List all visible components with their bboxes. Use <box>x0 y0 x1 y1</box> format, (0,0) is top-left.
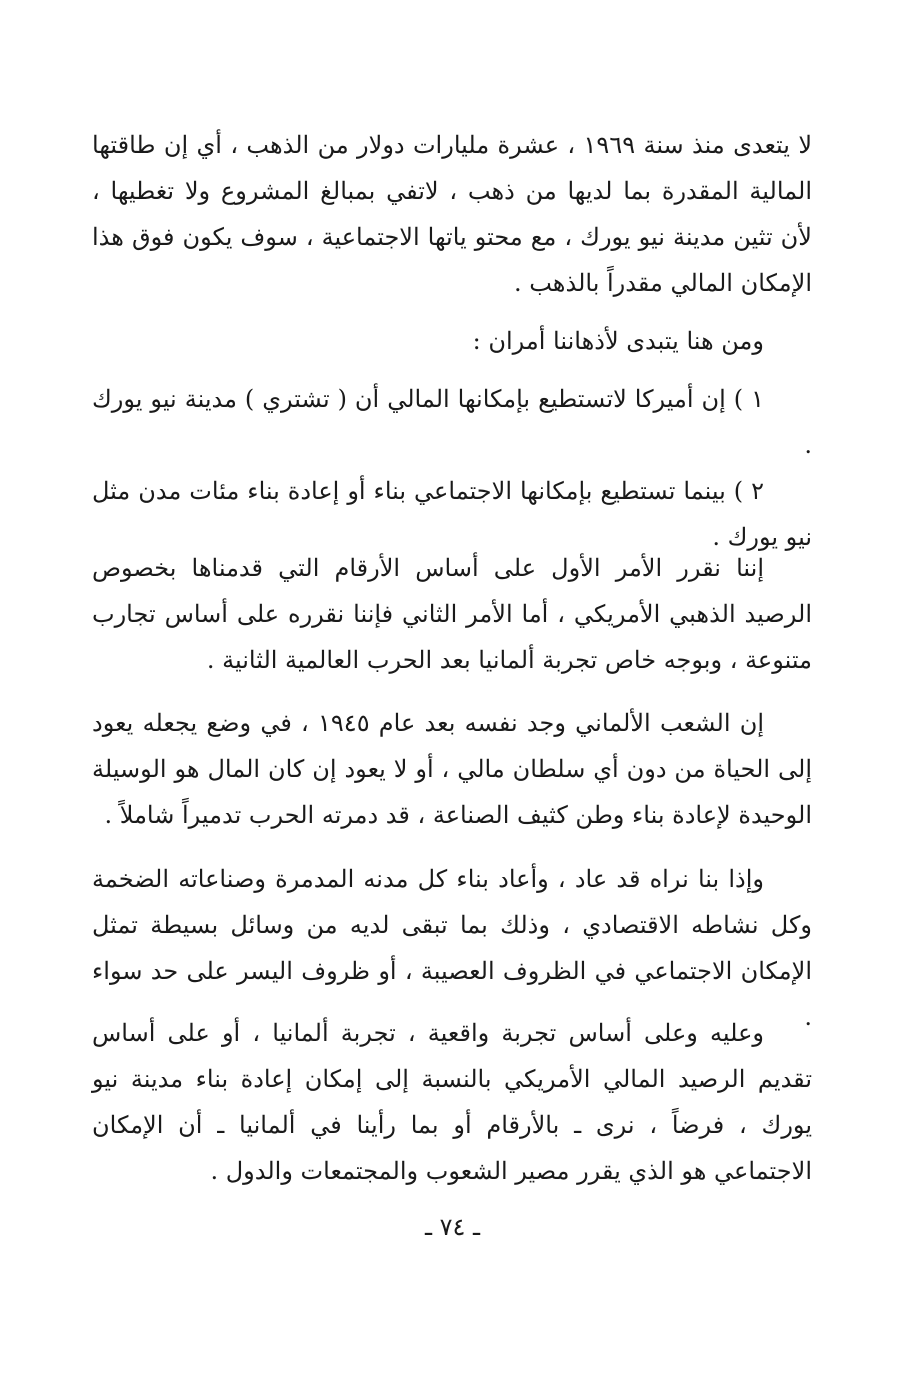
paragraph-first-matter <box>92 545 812 683</box>
paragraph-two-matters-intro <box>92 318 812 364</box>
paragraph-text: إننا نقرر الأمر الأول على أساس الأرقام التي قدمناها بخصوص الرصيد الذهبي الأمريكي ، أما الأمر الثاني فإننا نقرره على أساس تجارب متنوعة ، وبوجه خاص تجربة ألمانيا بعد الحرب العالمية الثانية . <box>92 554 812 674</box>
paragraph-text: ومن هنا يتبدى لأذهاننا أمران : <box>472 327 764 355</box>
paragraph-text: وإذا بنا نراه قد عاد ، وأعاد بناء كل مدنه المدمرة وصناعاته الضخمة وكل نشاطه الاقتصادي ، وذلك بما تبقى لديه من وسائل بسيطة تمثل الإمكان الاجتماعي في الظروف العصيبة ، أو ظروف اليسر على حد سواء . <box>92 865 812 1031</box>
paragraph-german-people <box>92 700 812 838</box>
page-number: ـ ٧٤ ـ <box>424 1213 481 1241</box>
list-item-2: ٢ ) بينما تستطيع بإمكانها الاجتماعي بناء أو إعادة بناء مئات مدن مثل نيو يورك . <box>92 477 812 551</box>
paragraph-text: لا يتعدى منذ سنة ١٩٦٩ ، عشرة مليارات دولار من الذهب ، أي إن طاقتها المالية المقدرة بما لديها من ذهب ، لاتفي بمبالغ المشروع ولا تغطيها ، لأن تثين مدينة نيو يورك ، مع محتو ياتها الاجتماعية ، سوف يكون فوق هذا الإمكان المالي مقدراً بالذهب . <box>92 131 812 297</box>
paragraph-text: إن الشعب الألماني وجد نفسه بعد عام ١٩٤٥ ، في وضع يجعله يعود إلى الحياة من دون أي سلطان مالي ، أو لا يعود إن كان المال هو الوسيلة الوحيدة لإعادة بناء وطن كثيف الصناعة ، قد دمرته الحرب تدميراً شاملاً . <box>92 709 812 829</box>
numbered-list <box>92 376 812 560</box>
paragraph-gold-reserve <box>92 122 812 306</box>
paragraph-text: وعليه وعلى أساس تجربة واقعية ، تجربة ألمانيا ، أو على أساس تقديم الرصيد المالي الأمريكي بالنسبة إلى إمكان إعادة بناء مدينة نيو يورك ، فرضاً ، نرى ـ بالأرقام أو بما رأينا في ألمانيا ـ أن الإمكان الاجتماعي هو الذي يقرر مصير الشعوب والمجتمعات والدول . <box>92 1019 812 1185</box>
list-item-1: ١ ) إن أميركا لاتستطيع بإمكانها المالي أن ( تشتري ) مدينة نيو يورك . <box>92 385 812 459</box>
paragraph-conclusion <box>92 1010 812 1194</box>
